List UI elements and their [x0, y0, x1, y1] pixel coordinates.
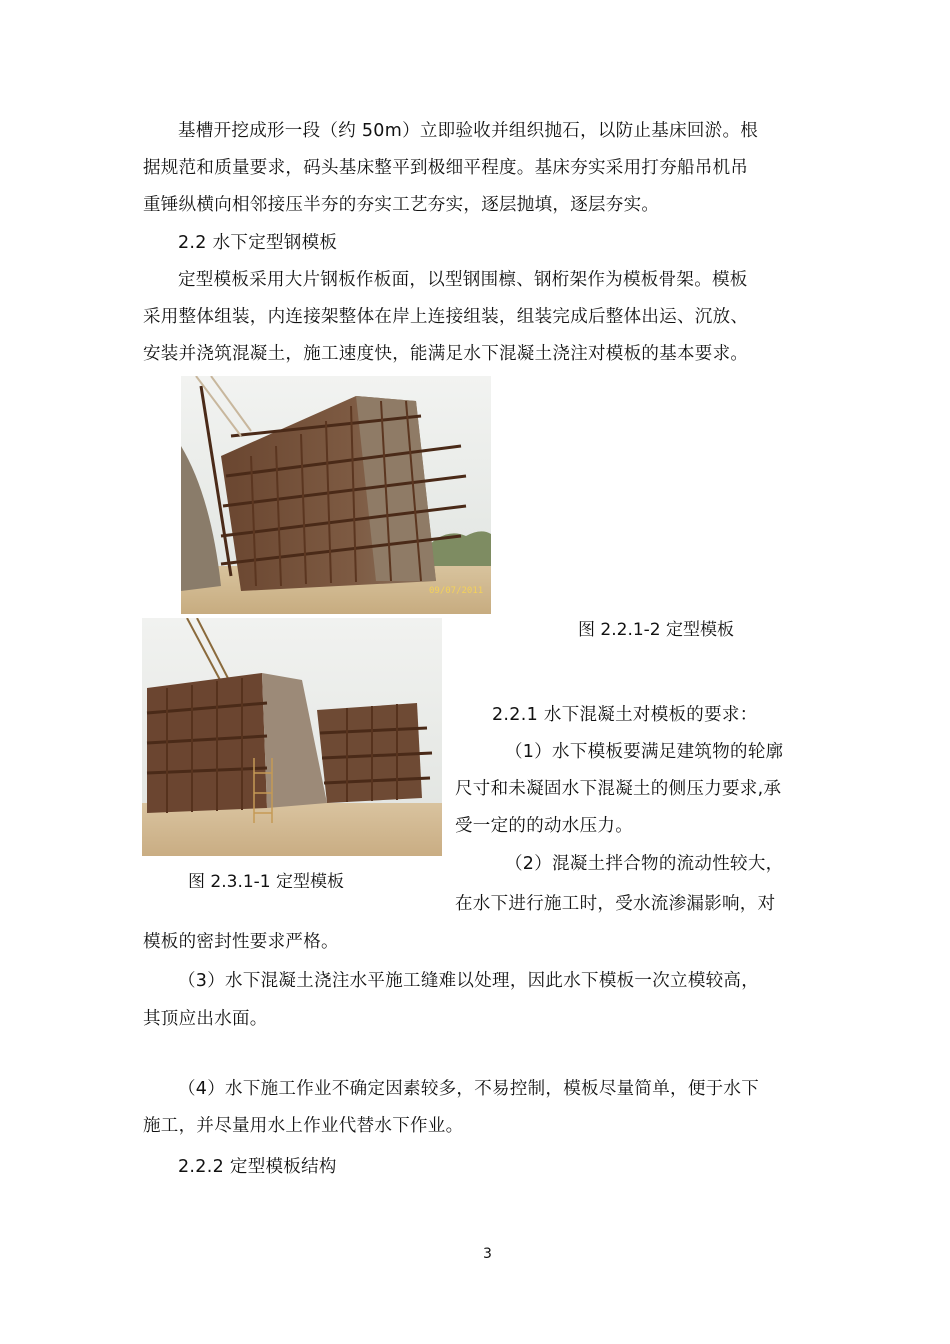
figure-caption-2-2-1-2: 图 2.2.1-2 定型模板 [578, 620, 735, 640]
page-number: 3 [483, 1246, 492, 1262]
formwork-photo-1 [181, 376, 491, 614]
paragraph-1-line-2: 据规范和质量要求，码头基床整平到极细平程度。基床夯实采用打夯船吊机吊 [143, 158, 749, 178]
requirement-1-line-3: 受一定的的动水压力。 [455, 816, 633, 836]
requirement-2-line-2: 在水下进行施工时，受水流渗漏影响，对 [455, 894, 776, 914]
formwork-photo-2 [142, 618, 442, 856]
requirement-1-line-2: 尺寸和未凝固水下混凝土的侧压力要求,承 [455, 779, 782, 799]
section-heading-2-2-2: 2.2.2 定型模板结构 [178, 1157, 337, 1177]
paragraph-2-line-1: 定型模板采用大片钢板作板面，以型钢围檩、钢桁架作为模板骨架。模板 [178, 270, 748, 290]
requirement-3-line-1: （3）水下混凝土浇注水平施工缝难以处理，因此水下模板一次立模较高， [178, 971, 760, 991]
requirement-1-line-1: （1）水下模板要满足建筑物的轮廓 [505, 742, 784, 762]
paragraph-1-line-3: 重锤纵横向相邻接压半夯的夯实工艺夯实，逐层抛填，逐层夯实。 [143, 195, 660, 215]
section-heading-2-2: 2.2 水下定型钢模板 [178, 233, 338, 253]
paragraph-1-line-1: 基槽开挖成形一段（约 50m）立即验收并组织抛石，以防止基床回淤。根 [178, 121, 759, 141]
paragraph-2-line-3: 安装并浇筑混凝土，施工速度快，能满足水下混凝土浇注对模板的基本要求。 [143, 344, 749, 364]
photo-date-stamp: 09/07/2011 [429, 586, 484, 596]
requirement-2-line-3: 模板的密封性要求严格。 [143, 932, 339, 952]
requirement-3-line-2: 其顶应出水面。 [143, 1009, 268, 1029]
paragraph-2-line-2: 采用整体组装，内连接架整体在岸上连接组装，组装完成后整体出运、沉放、 [143, 307, 749, 327]
figure-caption-2-3-1-1: 图 2.3.1-1 定型模板 [188, 872, 345, 888]
requirement-4-line-1: （4）水下施工作业不确定因素较多，不易控制，模板尽量简单，便于水下 [178, 1079, 760, 1099]
requirement-4-line-2: 施工，并尽量用水上作业代替水下作业。 [143, 1116, 464, 1136]
section-heading-2-2-1: 2.2.1 水下混凝土对模板的要求： [492, 705, 758, 725]
requirement-2-line-1: （2）混凝土拌合物的流动性较大， [505, 854, 784, 874]
